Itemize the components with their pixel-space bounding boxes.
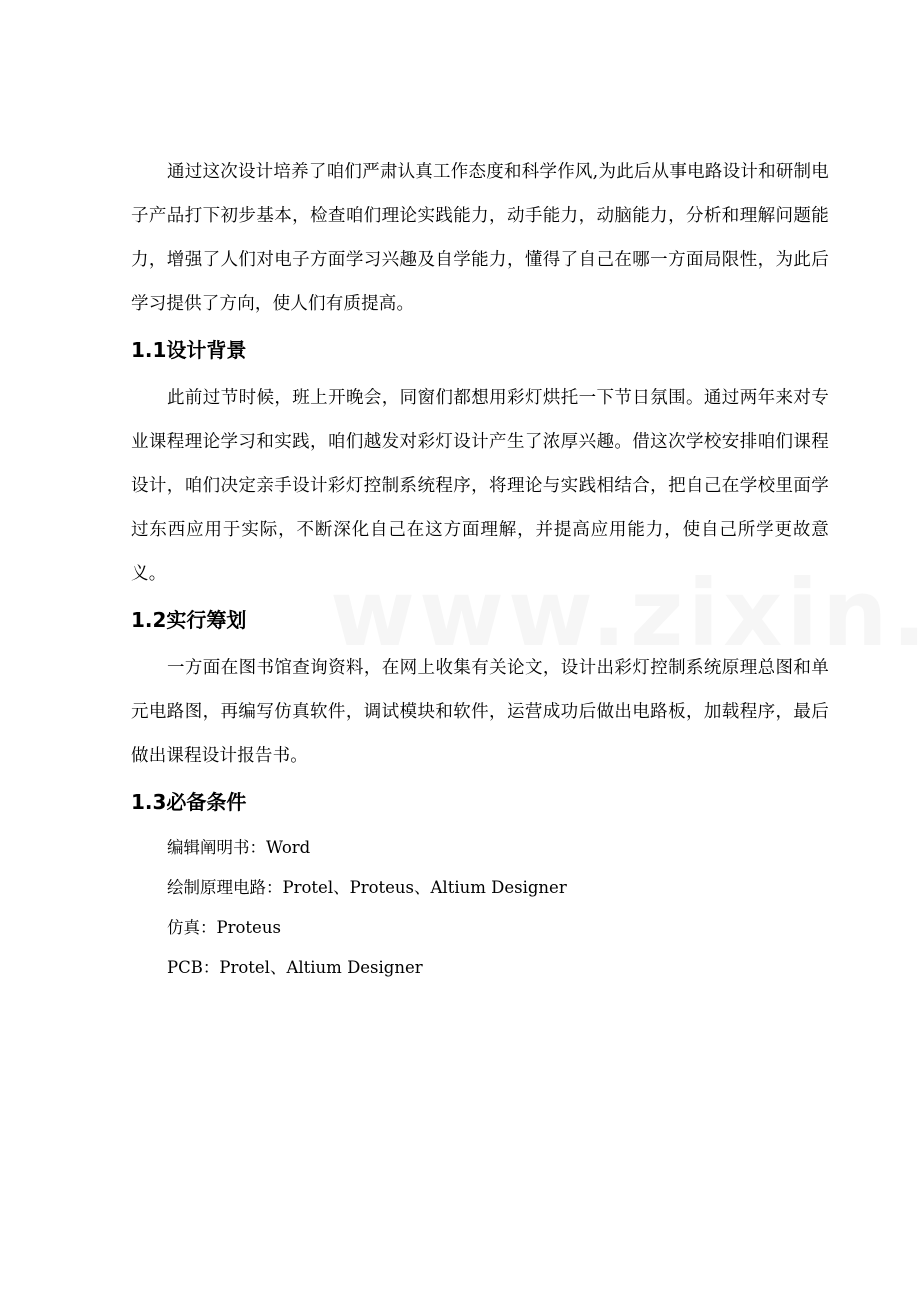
section-heading-requirements: 1.3必备条件 [131,790,247,814]
section-body-design-background: 此前过节时候，班上开晚会，同窗们都想用彩灯烘托一下节日氛围。通过两年来对专业课程理论学习和实践，咱们越发对彩灯设计产生了浓厚兴趣。借这次学校安排咱们课程设计，咱们决定亲手设计彩灯控制系统程序，将理论与实践相结合，把自己在学校里面学过东西应用于实际，不断深化自己在这方面理解，并提高应用能力，使自己所学更故意义。 [131,388,829,584]
list-item: 绘制原理电路：Protel、Proteus、Altium Designer [167,878,567,897]
section-body-implementation-plan: 一方面在图书馆查询资料，在网上收集有关论文，设计出彩灯控制系统原理总图和单元电路图，再编写仿真软件，调试模块和软件，运营成功后做出电路板，加载程序，最后做出课程设计报告书。 [131,658,829,766]
requirements-list [131,828,829,988]
section-heading-design-background: 1.1设计背景 [131,338,247,362]
list-item: 编辑阐明书：Word [167,838,311,857]
section-heading-implementation-plan: 1.2实行筹划 [131,608,247,632]
document-content [131,150,829,988]
intro-paragraph: 通过这次设计培养了咱们严肃认真工作态度和科学作风,为此后从事电路设计和研制电子产品打下初步基本，检查咱们理论实践能力，动手能力，动脑能力，分析和理解问题能力，增强了人们对电子方面学习兴趣及自学能力，懂得了自己在哪一方面局限性，为此后学习提供了方向，使人们有质提高。 [131,162,829,314]
list-item: PCB：Protel、Altium Designer [167,958,423,977]
list-item: 仿真：Proteus [167,918,281,937]
